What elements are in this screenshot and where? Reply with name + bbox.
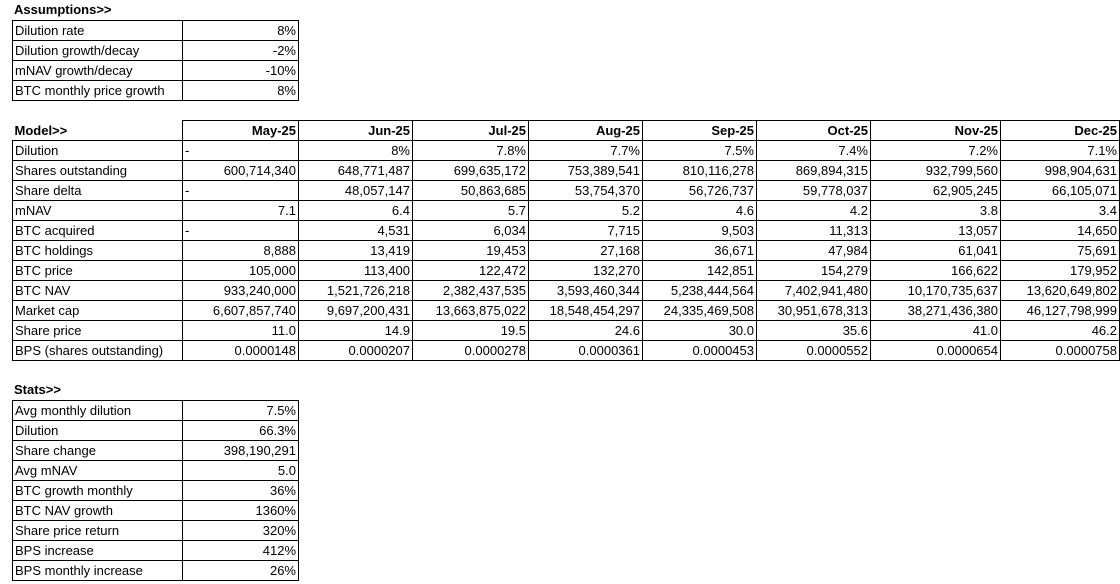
model-row-label[interactable]: BTC price [13, 261, 183, 281]
model-cell[interactable]: 753,389,541 [529, 161, 643, 181]
model-row [13, 321, 1120, 341]
stat-row-label[interactable]: BTC NAV growth [13, 501, 183, 521]
model-cell[interactable]: 0.0000207 [299, 341, 413, 361]
model-cell[interactable]: 27,168 [529, 241, 643, 261]
model-cell[interactable]: 7.1% [1001, 141, 1120, 161]
model-cell[interactable]: 3.8 [871, 201, 1001, 221]
model-cell[interactable]: 2,382,437,535 [413, 281, 529, 301]
stat-row-label[interactable]: BPS monthly increase [13, 561, 183, 581]
model-cell[interactable]: 36,671 [643, 241, 757, 261]
model-cell-empty-marker[interactable]: - [183, 221, 299, 241]
stats-table [12, 400, 299, 581]
model-row [13, 181, 1120, 201]
stat-row-value[interactable]: 26% [183, 561, 299, 581]
model-cell[interactable]: 66,105,071 [1001, 181, 1120, 201]
model-cell[interactable]: 14,650 [1001, 221, 1120, 241]
model-cell[interactable]: 13,419 [299, 241, 413, 261]
model-row-label[interactable]: Share delta [13, 181, 183, 201]
model-cell[interactable]: 869,894,315 [757, 161, 871, 181]
assumption-row-label[interactable]: Dilution growth/decay [13, 41, 183, 61]
model-row-label[interactable]: Dilution [13, 141, 183, 161]
model-row-label[interactable]: Market cap [13, 301, 183, 321]
model-header-row [13, 121, 1120, 141]
stat-row-value[interactable]: 398,190,291 [183, 441, 299, 461]
assumptions-title: Assumptions>> [14, 2, 112, 17]
model-cell[interactable]: 7.4% [757, 141, 871, 161]
model-cell[interactable]: 8,888 [183, 241, 299, 261]
model-cell[interactable]: 13,057 [871, 221, 1001, 241]
model-row [13, 161, 1120, 181]
model-cell-empty-marker[interactable]: - [183, 141, 299, 161]
model-cell[interactable]: 8% [299, 141, 413, 161]
stat-row-label[interactable]: Share change [13, 441, 183, 461]
model-cell[interactable]: 48,057,147 [299, 181, 413, 201]
model-cell[interactable]: 19.5 [413, 321, 529, 341]
month-header[interactable]: Oct-25 [757, 121, 871, 141]
assumption-row [13, 61, 299, 81]
model-cell[interactable]: 35.6 [757, 321, 871, 341]
model-cell[interactable]: 41.0 [871, 321, 1001, 341]
model-cell[interactable]: 38,271,436,380 [871, 301, 1001, 321]
model-cell[interactable]: 7,715 [529, 221, 643, 241]
stat-row [13, 401, 299, 421]
stat-row-label[interactable]: BTC growth monthly [13, 481, 183, 501]
assumption-row-label[interactable]: Dilution rate [13, 21, 183, 41]
model-cell[interactable]: 0.0000552 [757, 341, 871, 361]
assumption-row-label[interactable]: mNAV growth/decay [13, 61, 183, 81]
model-cell[interactable]: 648,771,487 [299, 161, 413, 181]
month-header[interactable]: Jun-25 [299, 121, 413, 141]
stat-row [13, 461, 299, 481]
stat-row [13, 441, 299, 461]
model-cell[interactable]: 56,726,737 [643, 181, 757, 201]
model-cell[interactable]: 7.1 [183, 201, 299, 221]
model-cell[interactable]: 7.5% [643, 141, 757, 161]
model-cell[interactable]: 154,279 [757, 261, 871, 281]
model-cell[interactable]: 5.7 [413, 201, 529, 221]
model-row-label[interactable]: Shares outstanding [13, 161, 183, 181]
stat-row [13, 541, 299, 561]
model-cell[interactable]: 0.0000654 [871, 341, 1001, 361]
model-cell[interactable]: 122,472 [413, 261, 529, 281]
model-cell[interactable]: 4.2 [757, 201, 871, 221]
stat-row-label[interactable]: Avg monthly dilution [13, 401, 183, 421]
model-cell[interactable]: 4,531 [299, 221, 413, 241]
model-cell[interactable]: 113,400 [299, 261, 413, 281]
stats-title: Stats>> [14, 382, 61, 397]
model-cell[interactable]: 105,000 [183, 261, 299, 281]
model-row-label[interactable]: Share price [13, 321, 183, 341]
model-cell[interactable]: 0.0000148 [183, 341, 299, 361]
model-cell[interactable]: 7,402,941,480 [757, 281, 871, 301]
model-cell[interactable]: 11,313 [757, 221, 871, 241]
model-cell[interactable]: 600,714,340 [183, 161, 299, 181]
model-cell[interactable]: 5.2 [529, 201, 643, 221]
stat-row-value[interactable]: 320% [183, 521, 299, 541]
model-cell[interactable]: 11.0 [183, 321, 299, 341]
model-cell[interactable]: 24,335,469,508 [643, 301, 757, 321]
stat-row [13, 501, 299, 521]
model-row-label[interactable]: BPS (shares outstanding) [13, 341, 183, 361]
model-cell[interactable]: 932,799,560 [871, 161, 1001, 181]
assumption-row-value[interactable]: 8% [183, 81, 299, 101]
month-header[interactable]: Nov-25 [871, 121, 1001, 141]
model-cell[interactable]: 46.2 [1001, 321, 1120, 341]
assumption-row-value[interactable]: -2% [183, 41, 299, 61]
model-row [13, 221, 1120, 241]
model-row-label[interactable]: mNAV [13, 201, 183, 221]
model-title: Model>> [14, 122, 68, 138]
stat-row [13, 481, 299, 501]
stat-row-label[interactable]: Share price return [13, 521, 183, 541]
model-cell[interactable]: 9,503 [643, 221, 757, 241]
assumption-row [13, 41, 299, 61]
model-cell[interactable]: 998,904,631 [1001, 161, 1120, 181]
model-row [13, 341, 1120, 361]
stat-row-value[interactable]: 1360% [183, 501, 299, 521]
model-cell[interactable]: 7.2% [871, 141, 1001, 161]
month-header[interactable]: Aug-25 [529, 121, 643, 141]
assumption-row-value[interactable]: -10% [183, 61, 299, 81]
model-cell[interactable]: 933,240,000 [183, 281, 299, 301]
month-header[interactable]: May-25 [183, 121, 299, 141]
stat-row-value[interactable]: 5.0 [183, 461, 299, 481]
model-cell[interactable]: 4.6 [643, 201, 757, 221]
model-cell[interactable]: 18,548,454,297 [529, 301, 643, 321]
stat-row [13, 561, 299, 581]
model-cell[interactable]: 5,238,444,564 [643, 281, 757, 301]
model-cell[interactable]: 19,453 [413, 241, 529, 261]
month-header[interactable]: Dec-25 [1001, 121, 1120, 141]
month-header[interactable]: Sep-25 [643, 121, 757, 141]
model-table [12, 120, 1120, 361]
model-cell[interactable]: 61,041 [871, 241, 1001, 261]
stat-row-label[interactable]: Dilution [13, 421, 183, 441]
model-row-label[interactable]: BTC holdings [13, 241, 183, 261]
stat-row-label[interactable]: Avg mNAV [13, 461, 183, 481]
model-cell[interactable]: 699,635,172 [413, 161, 529, 181]
assumption-row-label[interactable]: BTC monthly price growth [13, 81, 183, 101]
model-row-label[interactable]: BTC NAV [13, 281, 183, 301]
model-row-label[interactable]: BTC acquired [13, 221, 183, 241]
model-row [13, 301, 1120, 321]
model-cell[interactable]: 7.7% [529, 141, 643, 161]
stat-row-value[interactable]: 412% [183, 541, 299, 561]
model-cell[interactable]: 59,778,037 [757, 181, 871, 201]
model-cell[interactable]: 0.0000361 [529, 341, 643, 361]
stat-row-value[interactable]: 66.3% [183, 421, 299, 441]
model-cell[interactable]: 6,607,857,740 [183, 301, 299, 321]
model-cell[interactable]: 179,952 [1001, 261, 1120, 281]
model-cell[interactable]: 0.0000278 [413, 341, 529, 361]
model-cell[interactable]: 9,697,200,431 [299, 301, 413, 321]
model-row [13, 261, 1120, 281]
model-cell[interactable]: 6,034 [413, 221, 529, 241]
stat-row [13, 521, 299, 541]
model-cell[interactable]: 0.0000758 [1001, 341, 1120, 361]
model-cell[interactable]: 62,905,245 [871, 181, 1001, 201]
model-cell[interactable]: 132,270 [529, 261, 643, 281]
model-cell[interactable]: 10,170,735,637 [871, 281, 1001, 301]
model-cell[interactable]: 46,127,798,999 [1001, 301, 1120, 321]
model-cell-empty-marker[interactable]: - [183, 181, 299, 201]
stat-row [13, 421, 299, 441]
model-cell[interactable]: 53,754,370 [529, 181, 643, 201]
stat-row-value[interactable]: 36% [183, 481, 299, 501]
month-header[interactable]: Jul-25 [413, 121, 529, 141]
assumption-row [13, 21, 299, 41]
model-cell[interactable]: 14.9 [299, 321, 413, 341]
model-row [13, 241, 1120, 261]
stat-row-label[interactable]: BPS increase [13, 541, 183, 561]
model-row [13, 281, 1120, 301]
model-cell[interactable]: 3,593,460,344 [529, 281, 643, 301]
model-row [13, 141, 1120, 161]
model-cell[interactable]: 30,951,678,313 [757, 301, 871, 321]
model-cell[interactable]: 0.0000453 [643, 341, 757, 361]
model-cell[interactable]: 7.8% [413, 141, 529, 161]
assumptions-table [12, 20, 299, 101]
model-cell[interactable]: 50,863,685 [413, 181, 529, 201]
model-cell[interactable]: 142,851 [643, 261, 757, 281]
model-cell[interactable]: 13,663,875,022 [413, 301, 529, 321]
model-cell[interactable]: 30.0 [643, 321, 757, 341]
model-cell[interactable]: 13,620,649,802 [1001, 281, 1120, 301]
model-cell[interactable]: 166,622 [871, 261, 1001, 281]
model-row [13, 201, 1120, 221]
model-cell[interactable]: 24.6 [529, 321, 643, 341]
assumption-row-value[interactable]: 8% [183, 21, 299, 41]
model-cell[interactable]: 75,691 [1001, 241, 1120, 261]
model-cell[interactable]: 3.4 [1001, 201, 1120, 221]
model-cell[interactable]: 1,521,726,218 [299, 281, 413, 301]
model-cell[interactable]: 810,116,278 [643, 161, 757, 181]
model-cell[interactable]: 47,984 [757, 241, 871, 261]
stat-row-value[interactable]: 7.5% [183, 401, 299, 421]
model-cell[interactable]: 6.4 [299, 201, 413, 221]
assumption-row [13, 81, 299, 101]
